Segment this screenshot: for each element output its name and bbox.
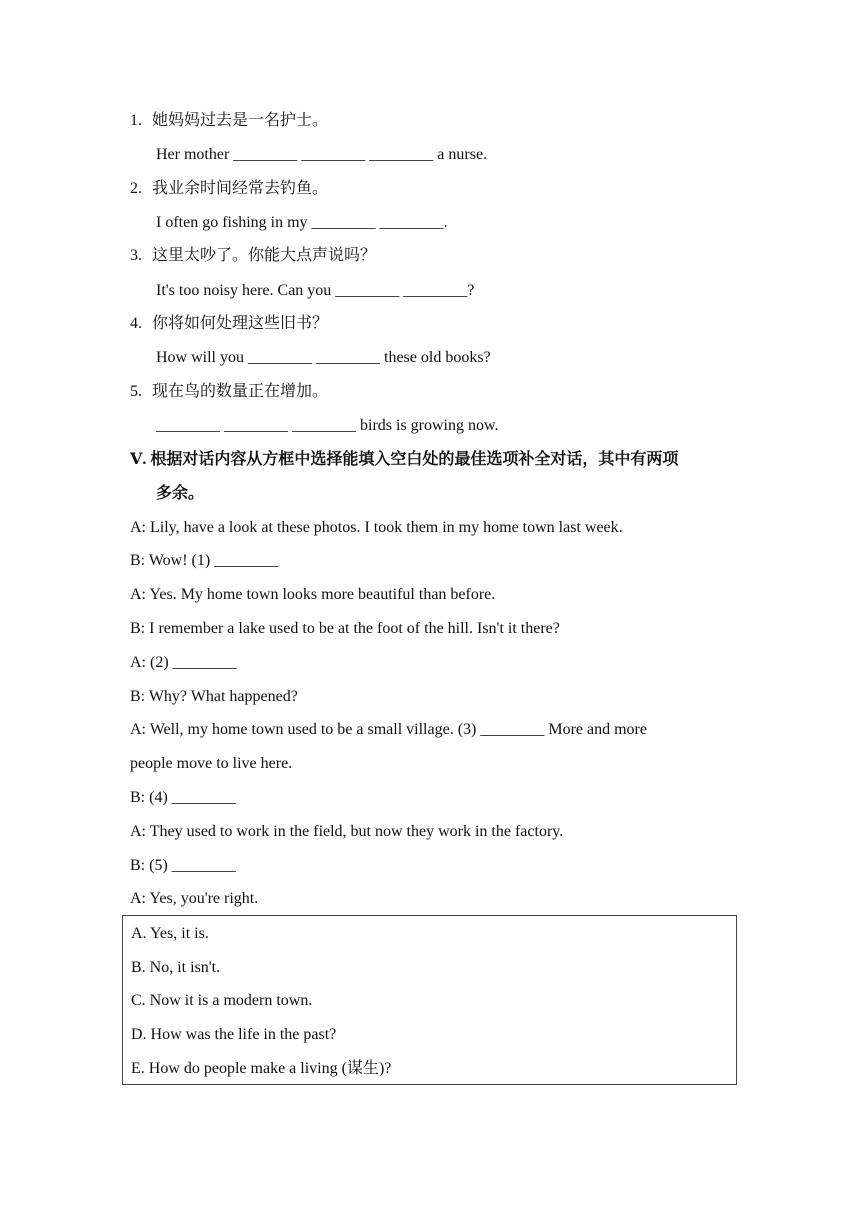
dialogue-line: A: They used to work in the field, but now they work in the factory. (130, 823, 564, 840)
item-3-english: It's too noisy here. Can you ________ ________? (156, 282, 475, 299)
dialogue-line: B: Wow! (1) ________ (130, 552, 279, 569)
item-3-chinese-text: 这里太吵了。你能大点声说吗？ (152, 247, 377, 264)
item-5-number: 5. (130, 383, 142, 400)
item-3-number: 3. (130, 247, 142, 264)
section-5-heading: Ⅴ. 根据对话内容从方框中选择能填入空白处的最佳选项补全对话，其中有两项 (130, 451, 679, 468)
item-2-chinese (130, 178, 328, 200)
dialogue-line: A: Lily, have a look at these photos. I took them in my home town last week. (130, 519, 623, 536)
item-1-english: Her mother ________ ________ ________ a nurse. (156, 146, 488, 163)
item-4-chinese-text: 你将如何处理这些旧书？ (152, 315, 329, 332)
item-3-chinese (130, 245, 376, 267)
option-e: E. How do people make a living (谋生)? (131, 1060, 392, 1077)
item-1-chinese-text: 她妈妈过去是一名护士。 (152, 112, 329, 129)
dialogue-line: A: Yes. My home town looks more beautiful than before. (130, 586, 496, 603)
dialogue-line: A: Yes, you're right. (130, 890, 259, 907)
item-1-number: 1. (130, 112, 142, 129)
item-2-chinese-text: 我业余时间经常去钓鱼。 (152, 180, 329, 197)
option-a: A. Yes, it is. (131, 925, 209, 942)
item-4-number: 4. (130, 315, 142, 332)
dialogue-line: B: Why? What happened? (130, 688, 298, 705)
dialogue-line: A: Well, my home town used to be a small village. (3) ________ More and more (130, 721, 647, 738)
dialogue-line: B: (5) ________ (130, 857, 236, 874)
dialogue-line: B: I remember a lake used to be at the foot of the hill. Isn't it there? (130, 620, 560, 637)
option-c: C. Now it is a modern town. (131, 992, 313, 1009)
option-b: B. No, it isn't. (131, 959, 221, 976)
item-5-chinese-text: 现在鸟的数量正在增加。 (152, 383, 329, 400)
dialogue-line: people move to live here. (130, 755, 293, 772)
item-5-english: ________ ________ ________ birds is growing now. (156, 417, 499, 434)
dialogue-line: B: (4) ________ (130, 789, 236, 806)
options-box (122, 915, 737, 1085)
item-4-chinese (130, 313, 328, 335)
item-2-english: I often go fishing in my ________ ________. (156, 214, 448, 231)
item-1-chinese (130, 110, 328, 132)
item-4-english: How will you ________ ________ these old books? (156, 349, 491, 366)
item-2-number: 2. (130, 180, 142, 197)
section-5-heading-cont: 多余。 (156, 485, 205, 502)
item-5-chinese (130, 381, 328, 403)
option-d: D. How was the life in the past? (131, 1026, 337, 1043)
dialogue-line: A: (2) ________ (130, 654, 237, 671)
